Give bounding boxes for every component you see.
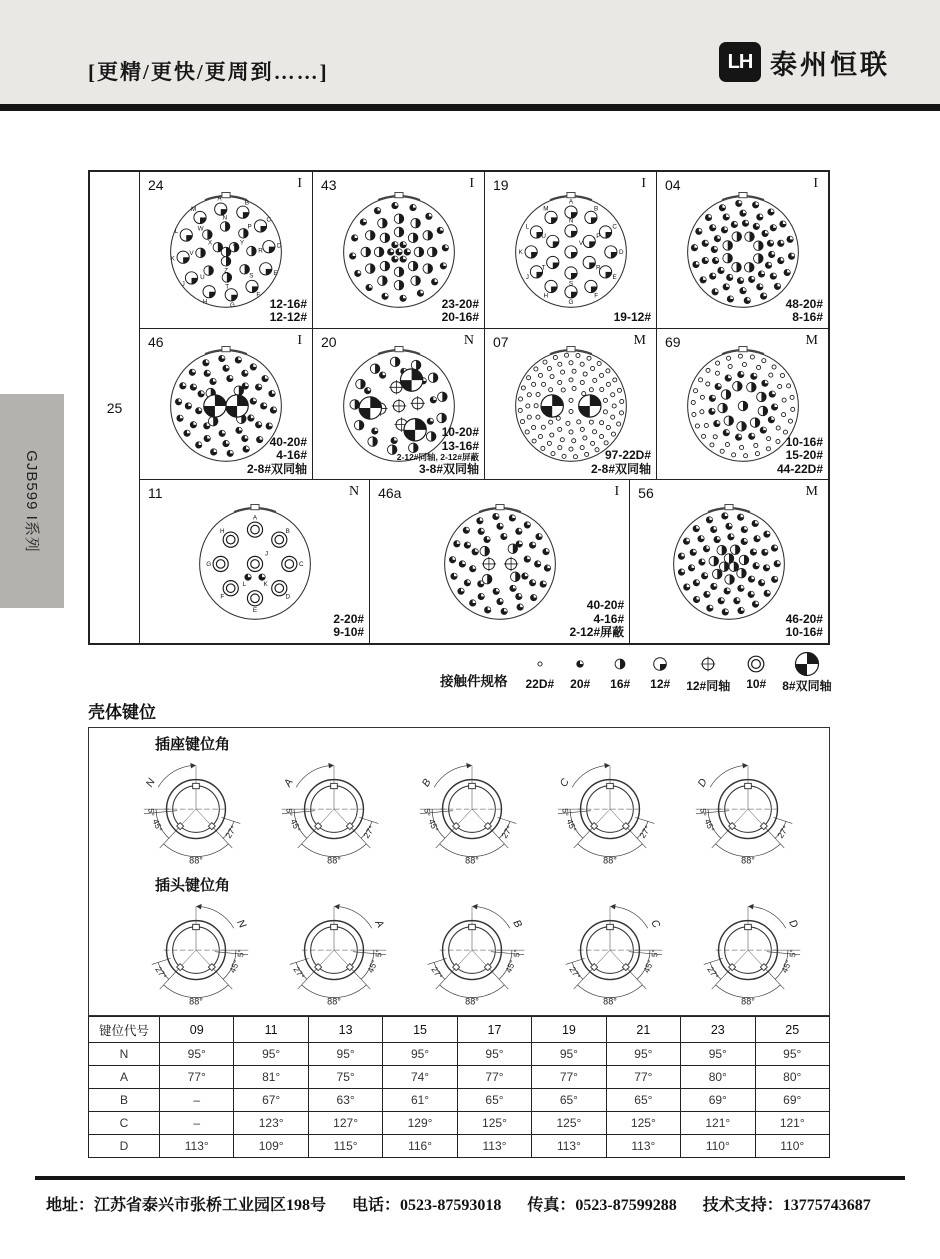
shell-size-col-header: 11 [234, 1017, 308, 1043]
insert-cell-56 [629, 480, 828, 643]
key-angle-value: 109° [234, 1135, 308, 1158]
key-angle-value: 95° [606, 1043, 680, 1066]
insert-class: I [469, 176, 474, 191]
footer-item-3: 技术支持：13775743687 [702, 1197, 871, 1214]
svg-text:J: J [525, 273, 529, 281]
key-angle-value: 77° [457, 1066, 531, 1089]
insert-contact-spec: 19-12# [613, 310, 651, 325]
key-angle-value: 69° [681, 1089, 755, 1112]
legend-item-20 [566, 651, 594, 694]
svg-text:D: D [276, 242, 282, 250]
svg-text:5°: 5° [698, 808, 708, 817]
svg-text:27°: 27° [361, 823, 377, 840]
key-angle-row-N [89, 1043, 830, 1066]
insert-row [140, 479, 828, 643]
insert-contact-spec: 23-20# 20-16# [441, 296, 479, 325]
keying-diagram-socket-C [545, 754, 675, 868]
key-angle-value: 121° [681, 1112, 755, 1135]
legend-contact-icon-12 [646, 651, 674, 677]
insert-contact-spec: 40-20# 4-16# 2-8#双同轴 [246, 434, 307, 476]
legend-item-label: 12#同轴 [686, 679, 731, 693]
shell-size-col-header: 09 [160, 1017, 234, 1043]
svg-text:88°: 88° [465, 855, 479, 866]
svg-text:5°: 5° [284, 808, 294, 817]
svg-text:K: K [170, 255, 175, 263]
svg-text:27°: 27° [223, 823, 239, 840]
insert-face-diagram [426, 494, 574, 630]
key-angle-row-D [89, 1135, 830, 1158]
insert-class: I [614, 484, 620, 500]
key-angle-value: 110° [755, 1135, 830, 1158]
key-angle-row-C [89, 1112, 830, 1135]
svg-text:U: U [200, 274, 205, 282]
svg-text:27°: 27° [153, 964, 169, 981]
svg-text:N: N [144, 777, 158, 790]
svg-text:D: D [285, 593, 290, 601]
insert-contact-spec: 46-20# 10-16# [785, 611, 823, 640]
key-angle-value: 69° [755, 1089, 830, 1112]
key-angle-value: 127° [308, 1112, 382, 1135]
key-angle-value: 95° [755, 1043, 830, 1066]
svg-text:5°: 5° [146, 808, 156, 817]
svg-text:J: J [264, 550, 268, 558]
insert-contact-spec: 48-20# 8-16# [785, 296, 823, 325]
svg-text:K: K [518, 248, 523, 256]
svg-text:5°: 5° [374, 949, 384, 958]
svg-text:27°: 27° [291, 964, 307, 981]
insert-row [140, 328, 828, 480]
svg-text:88°: 88° [189, 855, 203, 866]
key-angle-value: 95° [681, 1043, 755, 1066]
shell-size-col-header: 17 [457, 1017, 531, 1043]
key-angle-value: – [160, 1089, 234, 1112]
key-angle-value: 81° [234, 1066, 308, 1089]
svg-text:V: V [189, 249, 194, 257]
svg-text:45°: 45° [564, 817, 579, 834]
svg-text:5°: 5° [560, 808, 570, 817]
shell-size-col-header: 21 [606, 1017, 680, 1043]
insert-number: 07 [493, 333, 509, 350]
shell-keying-box [88, 727, 830, 1016]
insert-cell-20 [312, 329, 484, 480]
svg-text:C: C [611, 223, 617, 231]
svg-text:5°: 5° [788, 949, 798, 958]
insert-face-diagram [655, 494, 803, 630]
key-angle-value: 95° [532, 1043, 606, 1066]
insert-number: 46 [148, 333, 164, 350]
svg-text:G: G [568, 299, 573, 307]
svg-text:45°: 45° [365, 958, 380, 975]
key-angle-value: 80° [681, 1066, 755, 1089]
series-tab [0, 394, 64, 608]
insert-cell-11 [140, 480, 369, 643]
legend-item-22D [526, 651, 555, 694]
key-angle-value: 115° [308, 1135, 382, 1158]
svg-text:H: H [543, 292, 548, 300]
legend-contact-icon-8dx [793, 651, 821, 677]
socket-keying-row [89, 753, 829, 869]
key-angle-value: 125° [532, 1112, 606, 1135]
svg-text:S: S [568, 280, 573, 288]
legend-contact-icon-coax [694, 651, 722, 677]
svg-text:27°: 27° [567, 964, 583, 981]
svg-text:45°: 45° [779, 958, 794, 975]
svg-text:88°: 88° [741, 855, 755, 866]
key-angle-value: 125° [457, 1112, 531, 1135]
svg-text:L: L [525, 223, 529, 231]
insert-face-diagram [181, 494, 329, 630]
insert-number: 56 [638, 485, 654, 502]
svg-text:M: M [191, 205, 197, 213]
socket-keying-title: 插座键位角 [155, 736, 231, 753]
legend-title: 接触件规格 [440, 674, 508, 689]
svg-text:H: H [219, 527, 225, 535]
key-angle-value: 77° [160, 1066, 234, 1089]
logo-monogram: LH [727, 50, 753, 73]
svg-text:A: A [568, 198, 573, 206]
legend-contact-icon-16 [606, 651, 634, 677]
brand-logo-icon [719, 42, 761, 82]
svg-text:45°: 45° [702, 817, 717, 834]
key-angle-value: 80° [755, 1066, 830, 1089]
svg-text:K: K [263, 580, 268, 588]
key-angle-value: 95° [160, 1043, 234, 1066]
legend-item-label: 8#双同轴 [782, 679, 832, 693]
plug-keying-title: 插头键位角 [155, 877, 231, 894]
legend-item-label: 16# [610, 677, 631, 691]
key-angle-value: 113° [457, 1135, 531, 1158]
keying-diagram-plug-C [545, 895, 675, 1009]
svg-text:F: F [219, 593, 224, 601]
svg-text:F: F [593, 292, 598, 300]
svg-text:M: M [542, 205, 548, 213]
key-angle-value: 61° [383, 1089, 457, 1112]
svg-text:T: T [225, 283, 230, 291]
insert-number: 43 [321, 177, 337, 193]
key-angle-value: 110° [681, 1135, 755, 1158]
svg-text:J: J [181, 281, 185, 289]
svg-text:45°: 45° [227, 958, 242, 975]
key-angle-value: 121° [755, 1112, 830, 1135]
insert-number: 69 [665, 333, 681, 350]
insert-number: 24 [148, 177, 164, 193]
svg-text:E: E [612, 273, 617, 281]
footer-rule [35, 1176, 905, 1180]
key-code: C [89, 1112, 160, 1135]
footer-contact-info [46, 1192, 897, 1215]
footer-item-1: 电话：0523-87593018 [352, 1197, 502, 1214]
insert-number: 20 [321, 333, 337, 350]
keying-diagram-plug-D [683, 895, 813, 1009]
key-angle-value: 65° [606, 1089, 680, 1112]
insert-contact-spec: 10-20# 13-16# 2-12#同轴, 2-12#屏蔽 3-8#双同轴 [396, 425, 479, 476]
svg-text:D: D [786, 918, 800, 931]
insert-class: I [813, 176, 818, 191]
shell-size-label: 25 [90, 172, 140, 643]
svg-text:88°: 88° [741, 996, 755, 1007]
key-code: D [89, 1135, 160, 1158]
legend-item-coax [686, 651, 730, 694]
key-angle-row-B [89, 1089, 830, 1112]
svg-text:G: G [230, 301, 235, 309]
svg-text:W: W [197, 225, 204, 233]
svg-text:N: N [568, 217, 573, 225]
svg-text:45°: 45° [426, 817, 441, 834]
legend-item-12 [646, 651, 674, 694]
svg-text:S: S [249, 272, 254, 280]
svg-text:a: a [232, 241, 237, 249]
key-code: A [89, 1066, 160, 1089]
header-slogan: [更精/更快/更周到……] [88, 60, 329, 84]
insert-class: M [633, 332, 646, 348]
svg-text:5°: 5° [236, 949, 246, 958]
svg-text:B: B [420, 777, 434, 789]
legend-item-label: 12# [650, 677, 671, 691]
svg-text:E: E [273, 269, 278, 277]
series-label: GJB599 I系列 [22, 449, 40, 553]
svg-text:88°: 88° [189, 996, 203, 1007]
svg-text:E: E [252, 606, 257, 614]
insert-cell-04 [656, 172, 828, 328]
key-angle-value: 95° [457, 1043, 531, 1066]
key-angle-value: 75° [308, 1066, 382, 1089]
key-angle-value: 113° [160, 1135, 234, 1158]
legend-item-16 [606, 651, 634, 694]
keying-diagram-plug-B [407, 895, 537, 1009]
insert-contact-spec: 97-22D# 2-8#双同轴 [590, 448, 651, 476]
svg-text:27°: 27° [429, 964, 445, 981]
brand-block [719, 42, 890, 82]
insert-class: M [805, 484, 818, 500]
page-header [0, 0, 940, 104]
key-angle-value: 123° [234, 1112, 308, 1135]
insert-number: 46a [378, 485, 402, 502]
svg-text:45°: 45° [150, 817, 165, 834]
svg-text:G: G [205, 560, 211, 568]
insert-contact-spec: 10-16# 15-20# 44-22D# [776, 434, 823, 476]
svg-text:88°: 88° [603, 996, 617, 1007]
keying-diagram-plug-N [131, 895, 261, 1009]
key-angle-value: 116° [383, 1135, 457, 1158]
key-angle-value: 67° [234, 1089, 308, 1112]
key-angle-value: 95° [383, 1043, 457, 1066]
svg-text:L: L [242, 580, 246, 588]
insert-contact-spec: 2-20# 9-10# [333, 611, 365, 640]
keying-diagram-socket-D [683, 754, 813, 868]
svg-text:5°: 5° [422, 808, 432, 817]
svg-text:U: U [540, 232, 546, 240]
insert-cell-19 [484, 172, 656, 328]
svg-text:D: D [696, 777, 710, 790]
key-angle-value: 129° [383, 1112, 457, 1135]
svg-text:88°: 88° [603, 855, 617, 866]
legend-contact-icon-20 [566, 651, 594, 677]
key-angle-table [88, 1016, 830, 1158]
insert-cell-46 [140, 329, 312, 480]
insert-number: 04 [665, 177, 681, 193]
insert-cell-24 [140, 172, 312, 328]
svg-text:T: T [541, 264, 546, 272]
svg-text:27°: 27° [775, 823, 791, 840]
svg-text:C: C [558, 777, 572, 790]
shell-size-col-header: 13 [308, 1017, 382, 1043]
svg-text:P: P [247, 223, 252, 231]
legend-contact-icon-22D [526, 651, 554, 677]
shell-size-col-header: 25 [755, 1017, 830, 1043]
insert-arrangement-table [88, 170, 830, 645]
svg-text:H: H [202, 298, 208, 306]
insert-contact-spec: 12-16# 12-12# [269, 296, 307, 325]
key-angle-value: 95° [308, 1043, 382, 1066]
svg-text:27°: 27° [705, 964, 721, 981]
footer-item-0: 地址：江苏省泰兴市张桥工业园区198号 [46, 1197, 327, 1214]
insert-class: N [463, 332, 474, 348]
shell-keying-heading: 壳体键位 [88, 703, 156, 722]
svg-text:45°: 45° [288, 817, 303, 834]
legend-item-label: 20# [570, 677, 591, 691]
shell-size-col-header: 23 [681, 1017, 755, 1043]
legend-contact-icon-10 [742, 651, 770, 677]
svg-text:A: A [252, 514, 257, 522]
insert-face-diagram [497, 182, 645, 318]
insert-number: 11 [148, 485, 163, 502]
shell-size-col-header: 19 [532, 1017, 606, 1043]
svg-text:B: B [285, 527, 290, 535]
insert-class: I [641, 176, 646, 191]
svg-text:5°: 5° [650, 949, 660, 958]
svg-text:27°: 27° [499, 823, 515, 840]
svg-text:A: A [282, 777, 296, 789]
header-divider-bar [0, 104, 940, 111]
svg-text:5°: 5° [512, 949, 522, 958]
insert-rows [140, 172, 828, 643]
key-code: N [89, 1043, 160, 1066]
legend-item-label: 10# [746, 677, 767, 691]
svg-text:F: F [256, 291, 261, 299]
svg-text:X: X [207, 239, 213, 247]
svg-text:P: P [595, 232, 600, 240]
key-code: B [89, 1089, 160, 1112]
insert-cell-69 [656, 329, 828, 480]
svg-text:L: L [174, 227, 179, 235]
brand-name: 泰州恒联 [770, 49, 890, 80]
svg-text:45°: 45° [503, 958, 518, 975]
key-angle-value: 113° [606, 1135, 680, 1158]
svg-text:R: R [258, 247, 263, 255]
legend-item-label: 22D# [525, 677, 555, 691]
svg-text:88°: 88° [327, 996, 341, 1007]
key-angle-value: 95° [234, 1043, 308, 1066]
plug-keying-row [89, 894, 829, 1010]
svg-text:Z: Z [224, 267, 228, 275]
key-angle-row-A [89, 1066, 830, 1089]
key-angle-value: 63° [308, 1089, 382, 1112]
insert-row [140, 172, 828, 328]
svg-text:B: B [593, 205, 598, 213]
insert-cell-07 [484, 329, 656, 480]
contact-legend-items [520, 651, 838, 694]
key-angle-value: 113° [532, 1135, 606, 1158]
insert-class: N [348, 484, 360, 500]
insert-cell-43 [312, 172, 484, 328]
svg-text:B: B [510, 918, 524, 930]
insert-class: I [297, 332, 302, 348]
key-angle-value: 77° [606, 1066, 680, 1089]
svg-text:N: N [222, 214, 228, 222]
svg-text:A: A [217, 195, 222, 203]
key-angle-value: 65° [532, 1089, 606, 1112]
svg-text:R: R [595, 264, 601, 272]
insert-contact-spec: 40-20# 4-16# 2-12#屏蔽 [569, 598, 625, 640]
insert-cell-46a [369, 480, 629, 643]
shell-size-col-header: 15 [383, 1017, 457, 1043]
insert-class: I [297, 176, 302, 191]
keying-diagram-socket-N [131, 754, 261, 868]
key-angle-value: – [160, 1112, 234, 1135]
svg-text:D: D [618, 248, 624, 256]
keying-diagram-socket-A [269, 754, 399, 868]
legend-item-10 [742, 651, 770, 694]
key-angle-value: 65° [457, 1089, 531, 1112]
svg-text:C: C [648, 918, 662, 931]
svg-text:V: V [578, 239, 583, 247]
key-angle-value: 74° [383, 1066, 457, 1089]
svg-text:88°: 88° [465, 996, 479, 1007]
svg-text:B: B [244, 199, 250, 207]
key-angle-value: 77° [532, 1066, 606, 1089]
svg-text:45°: 45° [641, 958, 656, 975]
svg-text:C: C [266, 216, 272, 224]
insert-number: 19 [493, 177, 509, 193]
keying-diagram-plug-A [269, 895, 399, 1009]
svg-text:88°: 88° [327, 855, 341, 866]
svg-text:A: A [372, 918, 386, 930]
svg-text:27°: 27° [637, 823, 653, 840]
keying-diagram-socket-B [407, 754, 537, 868]
svg-text:N: N [234, 918, 248, 931]
legend-item-8dx [782, 651, 831, 694]
svg-text:Y: Y [239, 239, 245, 247]
insert-class: M [805, 332, 818, 348]
svg-text:C: C [298, 560, 304, 568]
key-angle-value: 125° [606, 1112, 680, 1135]
footer-item-2: 传真：0523-87599288 [527, 1197, 677, 1214]
key-code-header: 键位代号 [89, 1017, 160, 1043]
contact-spec-legend [440, 651, 838, 694]
